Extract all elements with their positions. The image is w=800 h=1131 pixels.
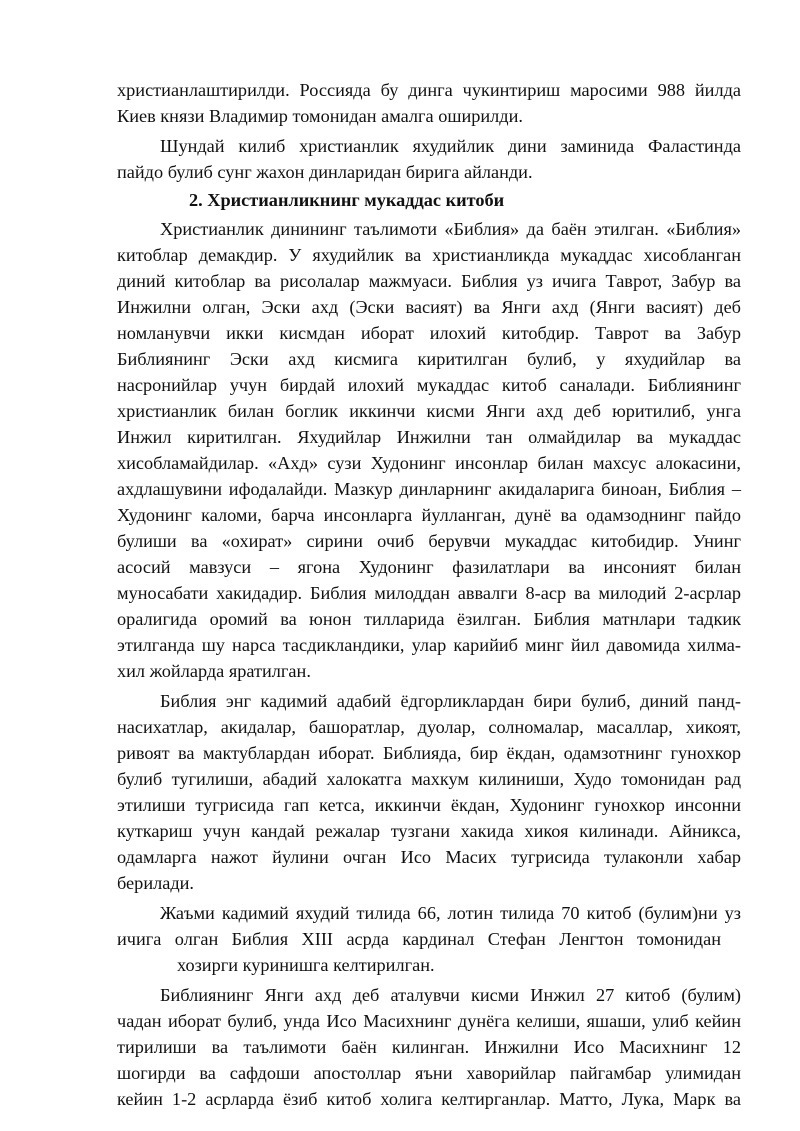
text-line: номланувчи икки кисмдан иборат илохий китобдир. Таврот ва Забур: [117, 323, 741, 343]
text-line: Худонинг каломи, барча инсонларга йулланган, дунё ва одамзоднинг пайдо: [117, 505, 741, 525]
text-line: оралигида оромий ва юнон тилларида ёзилган. Библия матнлари тадкик: [117, 609, 741, 629]
text-line: ахдлашувини ифодалайди. Мазкур динларнинг акидаларига биноан, Библия –: [117, 479, 741, 499]
text-line: Библия энг кадимий адабий ёдгорликлардан бири булиб, диний панд-: [160, 691, 741, 711]
text-line: Киев князи Владимир томонидан амалга оширилди.: [117, 106, 523, 126]
text-line: хозирги куринишга келтирилган.: [177, 955, 435, 975]
text-line: кейин 1-2 асрларда ёзиб китоб холига келтирганлар. Матто, Лука, Марк ва: [117, 1089, 741, 1109]
text-line: насихатлар, акидалар, башоратлар, дуолар, солномалар, масаллар, хикоят,: [117, 717, 741, 737]
text-line: хил жойларда яратилган.: [117, 661, 311, 681]
text-line: Шундай килиб христианлик яхудийлик дини заминида Фаластинда: [160, 136, 741, 156]
text-line: одамларга нажот йулини очган Исо Масих тугрисида тулаконли хабар: [117, 847, 741, 867]
text-line: Инжил киритилган. Яхудийлар Инжилни тан олмайдилар ва мукаддас: [117, 427, 741, 447]
text-line: асосий мавзуси – ягона Худонинг фазилатлари ва инсоният билан: [117, 557, 741, 577]
text-line: шогирди ва сафдоши апостоллар яъни хаворийлар пайгамбар улимидан: [117, 1063, 741, 1083]
text-line: христианлаштирилди. Россияда бу динга чукинтириш маросими 988 йилда: [117, 80, 741, 100]
text-line: христианлик билан боглик иккинчи кисми Янги ахд деб юритилиб, унга: [117, 401, 741, 421]
text-line: Христианлик динининг таълимоти «Библия» да баён этилган. «Библия»: [160, 219, 741, 239]
text-line: Инжилни олган, Эски ахд (Эски васият) ва Янги ахд (Янги васият) деб: [117, 297, 741, 317]
text-line: Библиянинг Янги ахд деб аталувчи кисми Инжил 27 китоб (булим): [160, 985, 741, 1005]
text-line: куткариш учун кандай режалар тузгани хакида хикоя килинади. Айникса,: [117, 821, 741, 841]
text-line: булиши ва «охират» сирини очиб берувчи мукаддас китобидир. Унинг: [117, 531, 741, 551]
text-line: насронийлар учун бирдай илохий мукаддас китоб саналади. Библиянинг: [117, 375, 741, 395]
text-line: ривоят ва мактублардан иборат. Библияда, бир ёкдан, одамзотнинг гунохкор: [117, 743, 741, 763]
text-line: берилади.: [117, 873, 194, 893]
text-line: пайдо булиб сунг жахон динларидан бирига айланди.: [117, 162, 533, 182]
text-line: чадан иборат булиб, унда Исо Масихнинг дунёга келиши, яшаши, улиб кейин: [117, 1011, 741, 1031]
text-line: ичига олган Библия XIII асрда кардинал Стефан Ленгтон томонидан: [117, 929, 721, 949]
text-line: китоблар демакдир. У яхудийлик ва христианликда мукаддас хисобланган: [117, 245, 741, 265]
section-heading: 2. Христианликнинг мукаддас китоби: [189, 190, 505, 210]
text-line: тирилиши ва таълимоти баён килинган. Инжилни Исо Масихнинг 12: [117, 1037, 741, 1057]
text-line: Жаъми кадимий яхудий тилида 66, лотин тилида 70 китоб (булим)ни уз: [160, 903, 741, 923]
text-line: Библиянинг Эски ахд кисмига киритилган булиб, у яхудийлар ва: [117, 349, 741, 369]
text-line: диний китоблар ва рисолалар мажмуаси. Библия уз ичига Таврот, Забур ва: [117, 271, 741, 291]
text-line: этилганда шу нарса тасдикландики, улар карийиб минг йил давомида хилма-: [117, 635, 741, 655]
text-line: этилиши тугрисида гап кетса, иккинчи ёкдан, Худонинг гунохкор инсонни: [117, 795, 741, 815]
text-line: булиб тугилиши, абадий халокатга махкум килиниши, Худо томонидан рад: [117, 769, 741, 789]
text-line: хисобламайдилар. «Ахд» сузи Худонинг инсонлар билан махсус алокасини,: [117, 453, 741, 473]
text-line: муносабати хакидадир. Библия милоддан аввалги 8-аср ва милодий 2-асрлар: [117, 583, 741, 603]
